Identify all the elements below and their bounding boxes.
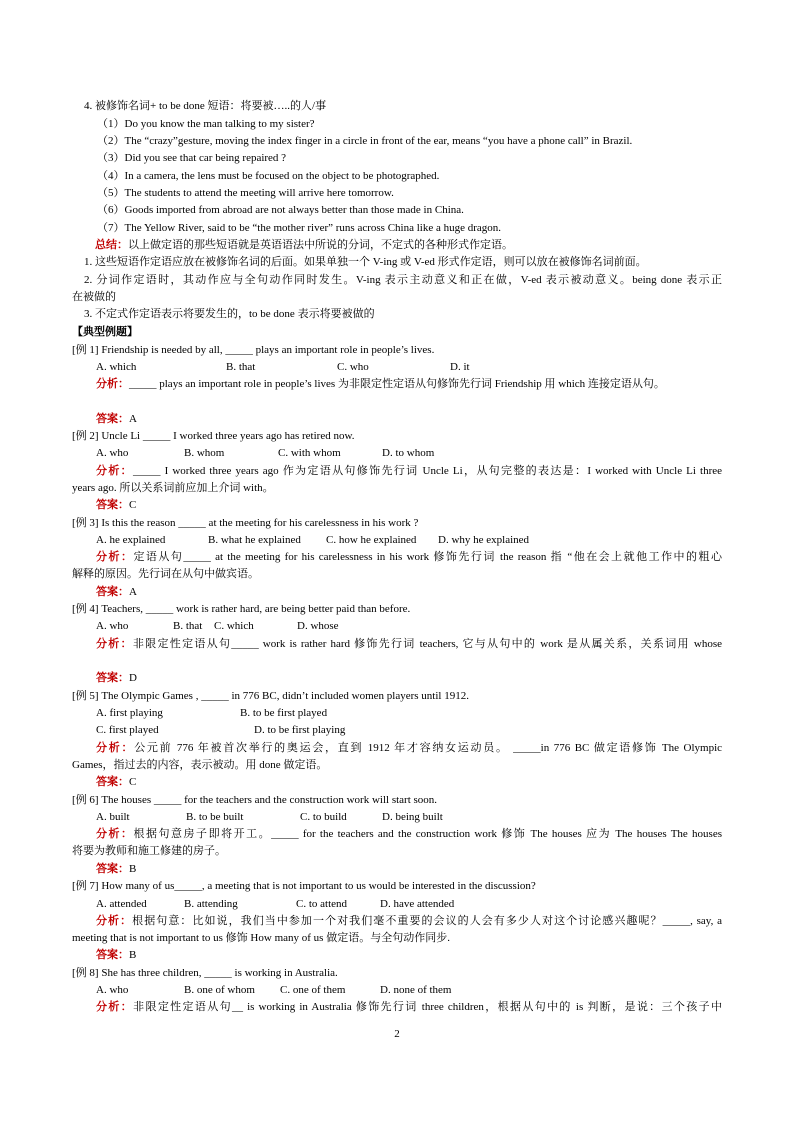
option: C. to attend [296,898,348,910]
example-sentence: （4）In a camera, the lens must be focused on the object to be photographed. [97,170,440,182]
answer-label: 答案： [96,949,129,961]
option: B. to be first played [240,707,328,719]
note-line: 1. 这些短语作定语应放在被修饰名词的后面。如果单独一个 V-ing 或 V-ed 形式作定语，则可以放在被修饰名词前面。 [84,256,647,268]
option: A. who [96,447,129,459]
option: C. which [214,620,254,632]
option: B. whom [184,447,225,459]
example-sentence: （7）The Yellow River, said to be “the mother river” runs across China like a huge dragon. [97,222,502,234]
analysis-label: 分析： [96,1001,134,1013]
answer-label: 答案： [96,413,129,425]
option: B. what he explained [208,534,301,546]
note-line: 3. 不定式作定语表示将要发生的，to be done 表示将要被做的 [84,308,375,320]
option: C. one of them [280,984,346,996]
question: [例 8] She has three children, _____ is working in Australia. [72,967,338,979]
analysis-line: 分析：非限定性定语从句__ is working in Australia 修饰先行词 three children，根据从句中的 is 判断，是说：三个孩子中 [96,1001,722,1013]
analysis-line: Games，指过去的内容，表示被动。用 done 做定语。 [72,759,328,771]
analysis-line: 将要为教师和施工修建的房子。 [72,845,226,857]
option: D. being built [382,811,443,823]
analysis-line: meeting that is not important to us 修饰 How many of us 做定语。与全句动作同步. [72,932,450,944]
analysis-line: years ago. 所以关系词前应加上介词 with。 [72,482,274,494]
question: [例 5] The Olympic Games , _____ in 776 BC, didn’t included women players until 1912. [72,690,469,702]
analysis-line: 分析：根据句意房子即将开工。_____ for the teachers and the construction work 修饰 The houses 应为 The houses The houses [96,828,723,840]
option: A. attended [96,898,147,910]
answer-line: 答案：A [96,413,137,425]
option: C. with whom [278,447,341,459]
question: [例 3] Is this the reason _____ at the meeting for his carelessness in his work ? [72,517,419,529]
analysis-line: 分析：公元前 776 年被首次举行的奥运会，直到 1912 年才容纳女运动员。 _____in 776 BC 做定语修饰 The Olympic [96,742,723,754]
answer-line: 答案：A [96,586,137,598]
answer-label: 答案： [96,672,129,684]
analysis-line: 分析：根据句意：比如说，我们当中参加一个对我们毫不重要的会议的人会有多少人对这个讨论感兴趣呢？_____, say, a [96,915,723,927]
option: D. it [450,361,470,373]
analysis-label: 分析： [96,742,135,754]
analysis-label: 分析： [96,638,133,650]
summary-line [95,237,513,254]
summary-text: 以上做定语的那些短语就是英语语法中所说的分词，不定式的各种形式作定语。 [128,239,513,251]
analysis-label: 分析： [96,378,129,390]
example-sentence: （6）Goods imported from abroad are not always better than those made in China. [97,204,464,216]
question: [例 4] Teachers, _____ work is rather hard, are being better paid than before. [72,603,411,615]
option: D. none of them [380,984,452,996]
note-line: 在被做的 [72,291,116,303]
question: [例 1] Friendship is needed by all, _____ plays an important role in people’s lives. [72,344,435,356]
answer-label: 答案： [96,863,129,875]
option: A. he explained [96,534,166,546]
option: D. whose [297,620,339,632]
analysis-line: 分析：_____ plays an important role in people’s lives 为非限定性定语从句修饰先行词 Friendship 用 which 连接定语从句。 [96,378,665,390]
analysis-line: 分析：非限定性定语从句_____ work is rather hard 修饰先行词 teachers, 它与从句中的 work 是从属关系，关系词用 whose [96,638,722,650]
option: B. that [226,361,256,373]
analysis-label: 分析： [96,915,133,927]
option: B. to be built [186,811,244,823]
option: C. to build [300,811,347,823]
note-line: 2. 分词作定语时，其动作应与全句动作同时发生。V-ing 表示主动意义和正在做，V-ed 表示被动意义。being done 表示正 [84,274,722,286]
answer-label: 答案： [96,776,129,788]
option: A. first playing [96,707,163,719]
option: C. how he explained [326,534,417,546]
answer-line: 答案：D [96,672,137,684]
analysis-line: 解释的原因。先行词在从句中做宾语。 [72,568,259,580]
option: D. to whom [382,447,435,459]
answer-line: 答案：C [96,499,137,511]
analysis-line: 分析：定语从句_____ at the meeting for his carelessness in his work 修饰先行词 the reason 指 “他在会上就他工作中的粗心 [96,551,723,563]
page-number: 2 [394,1028,400,1040]
analysis-label: 分析： [96,828,134,840]
section-heading: 4. 被修饰名词+ to be done 短语：将要被…..的人/事 [84,100,327,112]
option: D. to be first playing [254,724,346,736]
option: B. that [173,620,203,632]
option: A. which [96,361,137,373]
analysis-label: 分析： [96,551,134,563]
analysis-line: 分析：_____ I worked three years ago 作为定语从句修饰先行词 Uncle Li，从句完整的表达是：I worked with Uncle Li three [96,465,723,477]
option: C. who [337,361,369,373]
examples-title: 【典型例题】 [72,326,138,338]
answer-line: 答案：B [96,863,137,875]
option: A. who [96,620,129,632]
question: [例 6] The houses _____ for the teachers and the construction work will start soon. [72,794,438,806]
example-sentence: （3）Did you see that car being repaired ? [97,152,287,164]
option: D. why he explained [438,534,530,546]
answer-line: 答案：C [96,776,137,788]
example-sentence: （1）Do you know the man talking to my sister? [97,118,315,130]
answer-line: 答案：B [96,949,137,961]
option: D. have attended [380,898,455,910]
example-sentence: （2）The “crazy”gesture, moving the index finger in a circle in front of the ear, means “you have a phone call” in Brazil. [97,135,633,147]
example-sentence: （5）The students to attend the meeting will arrive here tomorrow. [97,187,394,199]
analysis-label: 分析： [96,465,134,477]
option: A. who [96,984,129,996]
summary-label: 总结： [95,239,128,251]
option: C. first played [96,724,159,736]
answer-label: 答案： [96,586,129,598]
question: [例 7] How many of us_____, a meeting that is not important to us would be interested in the discussion? [72,880,536,892]
option: B. one of whom [184,984,255,996]
option: A. built [96,811,130,823]
answer-label: 答案： [96,499,129,511]
question: [例 2] Uncle Li _____ I worked three years ago has retired now. [72,430,355,442]
option: B. attending [184,898,238,910]
